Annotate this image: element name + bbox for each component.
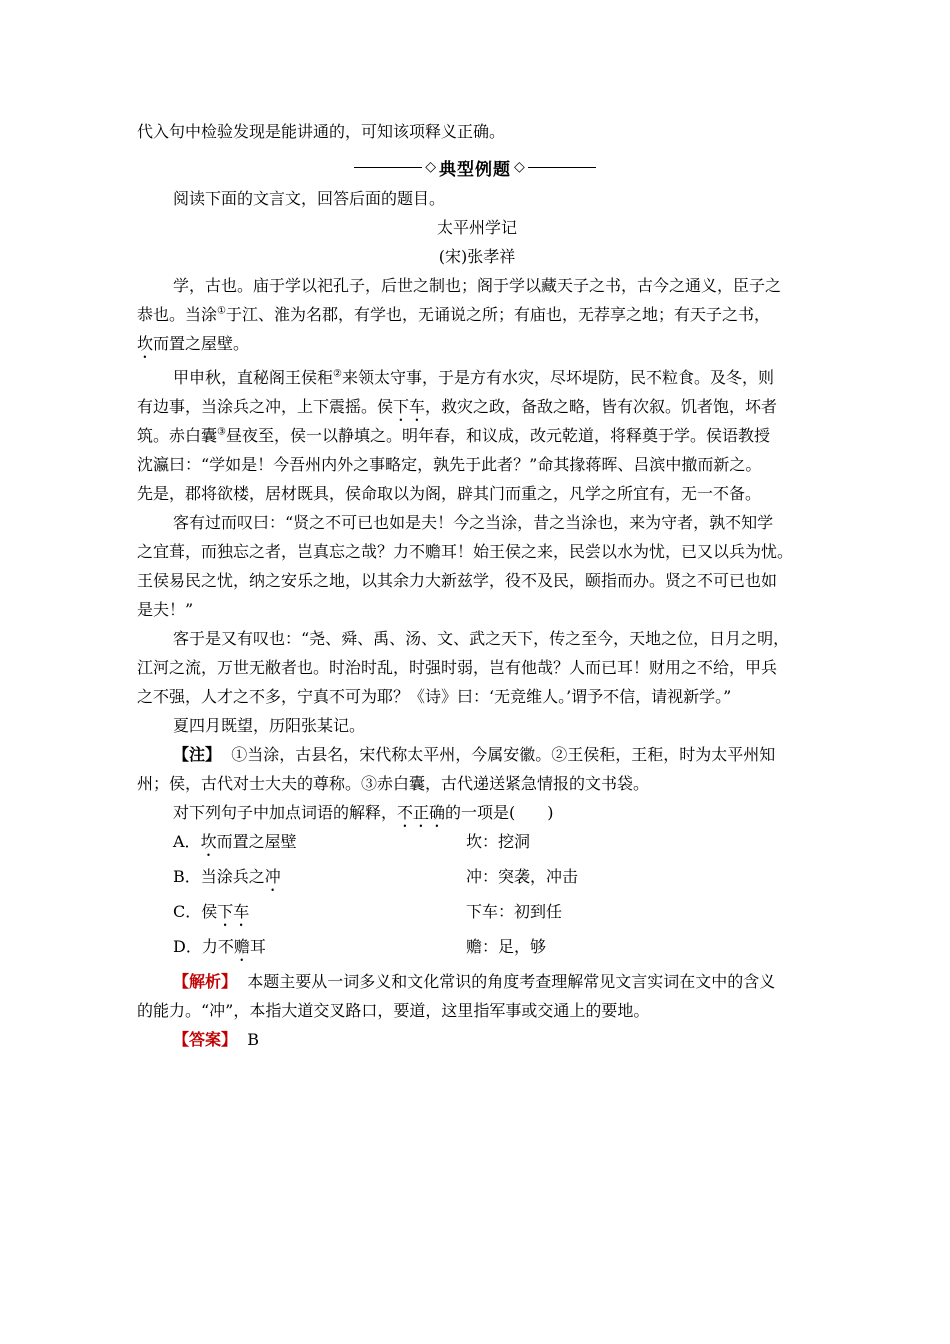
- option-d-gloss: 赡：足，够: [466, 937, 547, 956]
- dotted-word: 冲: [264, 867, 281, 886]
- option-d: D．力不赡耳: [173, 937, 266, 956]
- note-line: 州；侯，古代对士大夫的尊称。③赤白囊，古代递送紧急情报的文书袋。: [137, 774, 650, 793]
- section-heading: [337, 155, 613, 179]
- passage-title: 太平州学记: [436, 218, 517, 237]
- answer-value: B: [247, 1030, 259, 1049]
- passage-line: 甲申秋，直秘阁王侯秬②来领太守事，于是方有水灾，尽坏堤防，民不粒食。及冬，则: [173, 368, 774, 387]
- question-stem: 对下列句子中加点词语的解释，不正确的一项是( ): [173, 803, 554, 822]
- diamond-icon: ◇: [425, 159, 436, 175]
- footnote-marker: ③: [217, 426, 226, 438]
- answer-line: [173, 1030, 817, 1050]
- option-a-gloss: 坎：挖洞: [466, 832, 531, 851]
- passage-line: 之宜葺，而独忘之者，岂真忘之哉？力不赡耳！始王侯之来，民尝以水为忧，已又以兵为忧。: [137, 542, 794, 561]
- dotted-word: 坎: [200, 832, 217, 851]
- intro-line: 代入句中检验发现是能讲通的，可知该项释义正确。: [137, 122, 506, 141]
- passage-line: 坎而置之屋壁。: [137, 334, 250, 353]
- passage-line: 沈瀛曰：“学如是！今吾州内外之事略定，孰先于此者？”命其掾蒋晖、吕滨中撤而新之。: [137, 455, 762, 474]
- analysis-line: 【解析】 本题主要从一词多义和文化常识的角度考查理解常见文言实词在文中的含义: [173, 972, 776, 991]
- passage-line: 学，古也。庙于学以祀孔子，后世之制也；阁于学以藏天子之书，古今之通义，臣子之: [173, 276, 782, 295]
- dotted-word: 下车: [393, 397, 426, 416]
- passage-line: 夏四月既望，历阳张某记。: [173, 716, 366, 735]
- passage-line: 先是，郡将欲楼，居材既具，侯命取以为阁，辟其门而重之，凡学之所宜有，无一不备。: [137, 484, 762, 503]
- option-b: B．当涂兵之冲: [173, 867, 281, 886]
- section-title: 典型例题: [439, 159, 511, 180]
- footnote-marker: ②: [333, 368, 342, 380]
- answer-label: 【答案】: [173, 1030, 238, 1049]
- passage-line: 有边事，当涂兵之冲，上下震摇。侯下车，救灾之政，备敌之略，皆有次叙。饥者饱，坏者: [137, 397, 778, 416]
- heading-rule-left: [354, 167, 422, 168]
- dotted-word: 赡: [233, 937, 250, 956]
- analysis-line: 的能力。“冲”，本指大道交叉路口，要道，这里指军事或交通上的要地。: [137, 1001, 650, 1020]
- analysis-label: 【解析】: [173, 972, 238, 991]
- passage-line: 江河之流，万世无敝者也。时治时乱，时强时弱，岂有他哉？人而已耳！财用之不给，甲兵: [137, 658, 778, 677]
- dotted-word: 下车: [217, 902, 250, 921]
- dotted-word: 不正确: [397, 803, 446, 822]
- passage-line: 恭也。当涂①于江、淮为名郡，有学也，无诵说之所；有庙也，无荐享之地；有天子之书，: [137, 305, 770, 324]
- option-c: C．侯下车: [173, 902, 250, 921]
- footnote-marker: ①: [217, 305, 226, 317]
- option-c-gloss: 下车：初到任: [466, 902, 563, 921]
- option-a: A．坎而置之屋壁: [173, 832, 297, 851]
- passage-author: (宋)张孝祥: [438, 247, 516, 266]
- dotted-word: 坎: [137, 334, 154, 353]
- passage-line: 筑。赤白囊③昼夜至，侯一以静填之。明年春，和议成，改元乾道，将释奠于学。侯语教授: [137, 426, 770, 445]
- passage-line: 王侯易民之忧，纳之安乐之地，以其余力大新兹学，役不及民，颐指而办。贤之不可已也如: [137, 571, 778, 590]
- diamond-icon: ◇: [514, 159, 525, 175]
- instruction: 阅读下面的文言文，回答后面的题目。: [173, 189, 446, 208]
- passage-line: 是夫！”: [137, 600, 194, 619]
- option-b-gloss: 冲：突袭，冲击: [466, 867, 579, 886]
- heading-rule-right: [528, 167, 596, 168]
- note-line: 【注】 ①当涂，古县名，宋代称太平州，今属安徽。②王侯秬，王秬，时为太平州知: [173, 745, 776, 764]
- note-label: 【注】: [173, 745, 222, 764]
- passage-line: 客有过而叹曰：“贤之不可已也如是夫！今之当涂，昔之当涂也，来为守者，孰不知学: [173, 513, 774, 532]
- passage-line: 客于是又有叹也：“尧、舜、禹、汤、文、武之天下，传之至今，天地之位，日月之明，: [173, 629, 790, 648]
- passage-line: 之不强，人才之不多，宁真不可为耶？《诗》曰：‘无竞维人。’谓予不信，请视新学。”: [137, 687, 732, 706]
